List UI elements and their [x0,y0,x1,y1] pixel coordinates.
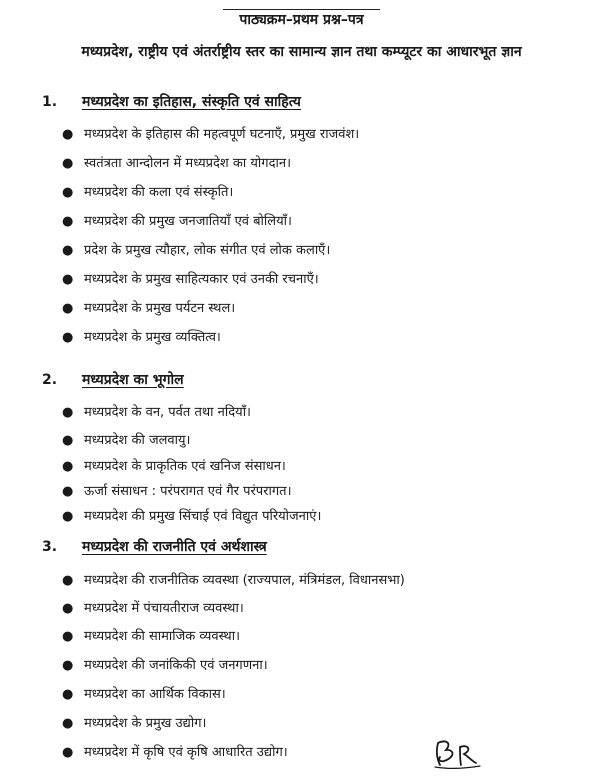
list-item [62,570,405,588]
bullet-icon: ● [62,509,74,524]
list-item-text: मध्यप्रदेश की राजनीतिक व्यवस्था (राज्यपाल, मंत्रिमंडल, विधानसभा) [84,573,405,588]
list-item-text: मध्यप्रदेश के इतिहास की महत्वपूर्ण घटनाएँ, प्रमुख राजवंश। [84,127,360,142]
document-title-text: पाठ्यक्रम–प्रथम प्रश्न–पत्र [223,9,379,28]
bullet-icon: ● [62,272,74,287]
section-heading-2 [42,370,184,388]
list-item-text: मध्यप्रदेश का आर्थिक विकास। [84,687,226,702]
list-item-text: ऊर्जा संसाधन : परंपरागत एवं गैर परंपरागत। [84,484,292,499]
list-item [62,506,321,524]
document-subtitle: मध्यप्रदेश, राष्ट्रीय एवं अंतर्राष्ट्रीय स्तर का सामान्य ज्ञान तथा कम्प्यूटर का आधारभूत ज्ञान [81,44,522,60]
bullet-icon: ● [62,745,74,760]
bullet-icon: ● [62,301,74,316]
list-item-text: मध्यप्रदेश के वन, पर्वत तथा नदियाँ। [84,405,251,420]
list-item [62,327,221,345]
list-item-text: मध्यप्रदेश के प्रमुख साहित्यकार एवं उनकी रचनाएँ। [84,272,319,287]
list-item-text: मध्यप्रदेश में पंचायतीराज व्यवस्था। [84,601,244,616]
list-item-text: मध्यप्रदेश की प्रमुख सिंचाई एवं विद्युत परियोजनाएं। [84,509,322,524]
bullet-icon: ● [62,687,74,702]
bullet-icon: ● [62,573,74,588]
list-item [62,182,233,200]
list-item [62,298,235,316]
bullet-icon: ● [62,601,74,616]
list-item-text: मध्यप्रदेश की कला एवं संस्कृति। [84,185,234,200]
section-title: मध्यप्रदेश का इतिहास, संस्कृति एवं साहित्य [82,94,301,110]
section-number: 3. [42,539,58,555]
section-number: 1. [42,94,58,110]
list-item-text: मध्यप्रदेश के प्राकृतिक एवं खनिज संसाधन। [84,459,286,474]
document-title [0,10,603,29]
list-item-text: मध्यप्रदेश में कृषि एवं कृषि आधारित उद्योग। [84,745,288,760]
list-item [62,481,292,499]
list-item [62,598,244,616]
list-item [62,211,292,229]
list-item [62,626,240,644]
list-item-text: मध्यप्रदेश की सामाजिक व्यवस्था। [84,629,240,644]
list-item-text: मध्यप्रदेश के प्रमुख उद्योग। [84,716,207,731]
list-item [62,269,319,287]
bullet-icon: ● [62,330,74,345]
bullet-icon: ● [62,716,74,731]
section-heading-1 [42,92,301,110]
bullet-icon: ● [62,658,74,673]
list-item-text: मध्यप्रदेश की प्रमुख जनजातियाँ एवं बोलियाँ। [84,214,292,229]
list-item [62,153,291,171]
list-item [62,655,268,673]
list-item [62,456,286,474]
bullet-icon: ● [62,405,74,420]
list-item-text: मध्यप्रदेश की जनांकिकी एवं जनगणना। [84,658,268,673]
list-item-text: स्वतंत्रता आन्दोलन में मध्यप्रदेश का योगदान। [84,156,292,171]
list-item-text: मध्यप्रदेश के प्रमुख व्यक्तित्व। [84,330,221,345]
bullet-icon: ● [62,459,74,474]
bullet-icon: ● [62,243,74,258]
signature-mark [432,735,492,771]
bullet-icon: ● [62,185,74,200]
list-item [62,713,206,731]
list-item-text: मध्यप्रदेश के प्रमुख पर्यटन स्थल। [84,301,236,316]
list-item [62,430,190,448]
list-item [62,240,330,258]
list-item [62,124,359,142]
section-title: मध्यप्रदेश का भूगोल [82,372,184,388]
bullet-icon: ● [62,433,74,448]
section-number: 2. [42,372,58,388]
list-item-text: प्रदेश के प्रमुख त्यौहार, लोक संगीत एवं लोक कलाएँ। [84,243,331,258]
list-item [62,742,288,760]
list-item-text: मध्यप्रदेश की जलवायु। [84,433,191,448]
section-heading-3 [42,537,267,555]
bullet-icon: ● [62,629,74,644]
bullet-icon: ● [62,156,74,171]
section-title: मध्यप्रदेश की राजनीति एवं अर्थशास्त्र [82,539,267,555]
list-item [62,684,226,702]
bullet-icon: ● [62,127,74,142]
bullet-icon: ● [62,214,74,229]
bullet-icon: ● [62,484,74,499]
list-item [62,402,251,420]
